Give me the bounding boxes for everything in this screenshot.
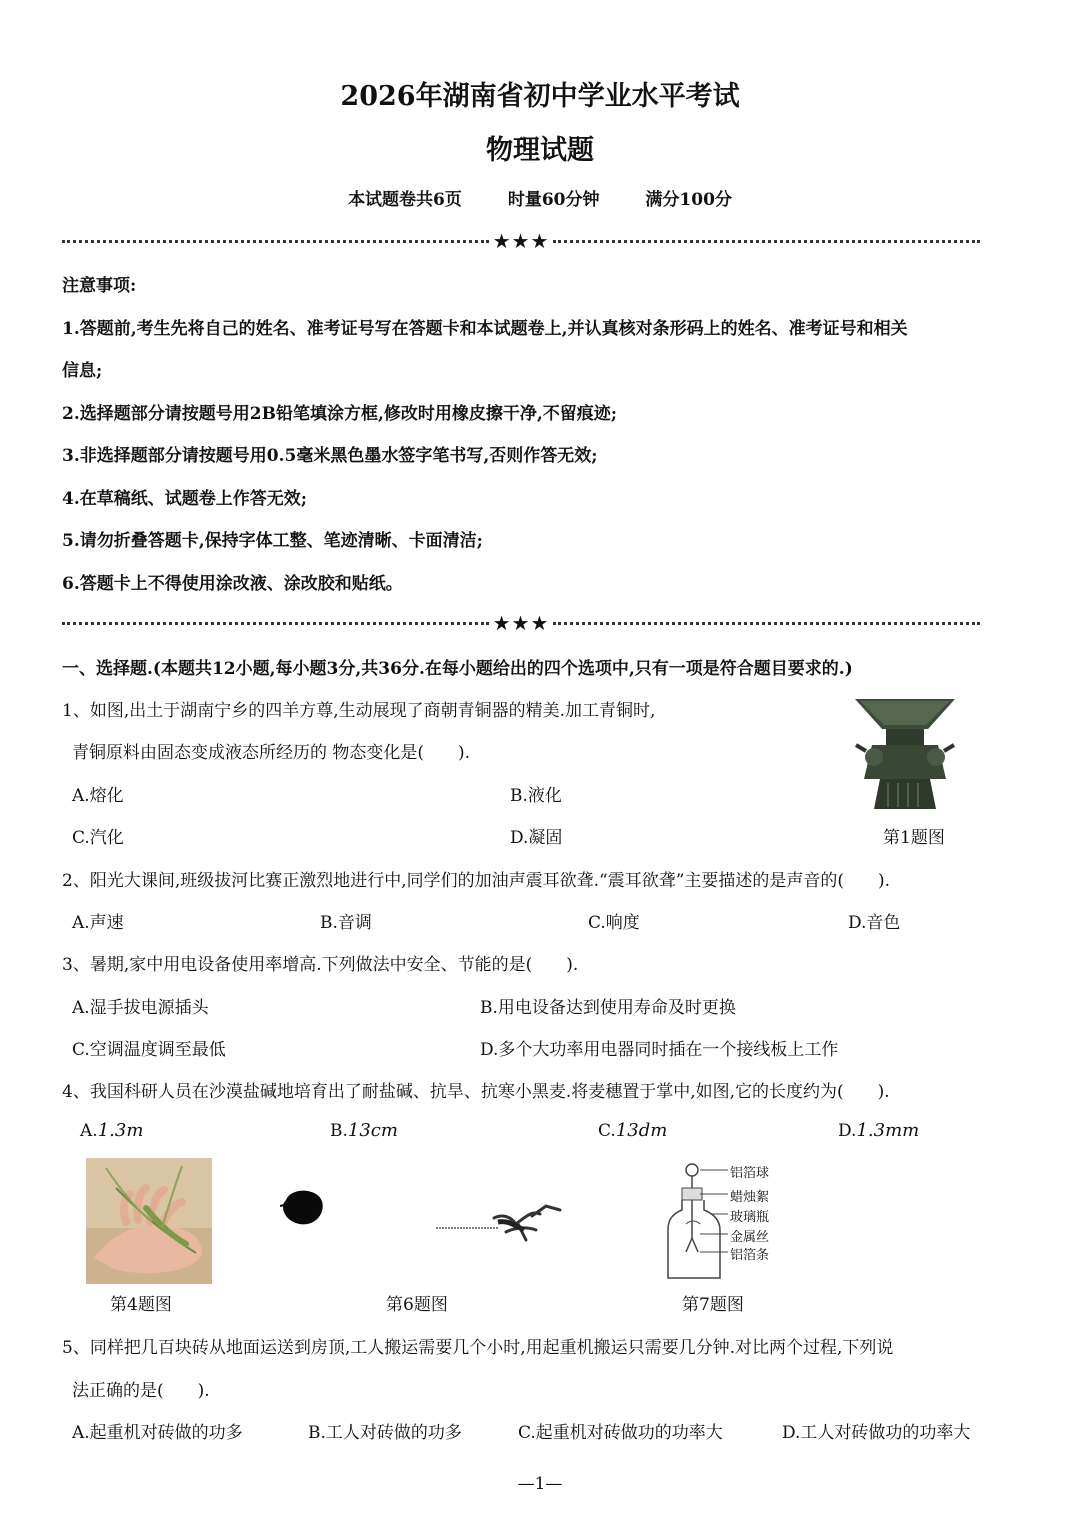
figure-4-caption: 第4题图	[110, 1295, 172, 1315]
separator-stars: ★★★	[492, 229, 550, 253]
question-1-text: 1、如图,出土于湖南宁乡的四羊方尊,生动展现了商朝青铜器的精美.加工青铜时,	[62, 701, 656, 721]
q2-option-b: B.音调	[320, 913, 372, 933]
q1-option-d: D.凝固	[510, 828, 563, 848]
notice-item: 4.在草稿纸、试题卷上作答无效;	[62, 489, 308, 509]
option-value: 13cm	[347, 1120, 398, 1141]
separator-dots	[553, 240, 980, 243]
section-heading: 一、选择题.(本题共12小题,每小题3分,共36分.在每小题给出的四个选项中,只有一项是符合题目要求的.)	[62, 659, 853, 679]
q5-option-d: D.工人对砖做功的功率大	[782, 1423, 971, 1443]
q4-option-c	[598, 1120, 667, 1141]
figure-6-sketch-image	[436, 1196, 566, 1248]
question-5-text: 5、同样把几百块砖从地面运送到房顶,工人搬运需要几个小时,用起重机搬运只需要几分钟.对比两个过程,下列说	[62, 1338, 894, 1358]
exam-title: 2026年湖南省初中学业水平考试	[340, 81, 740, 112]
figure-6-blob-image	[280, 1188, 328, 1228]
question-3-text: 3、暑期,家中用电设备使用率增高.下列做法中安全、节能的是( ).	[62, 955, 579, 975]
q3-option-d: D.多个大功率用电器同时插在一个接线板上工作	[480, 1040, 839, 1060]
separator-top	[62, 231, 980, 251]
option-letter: A.	[80, 1121, 98, 1141]
figure-7-caption: 第7题图	[682, 1295, 744, 1315]
option-letter: B.	[330, 1121, 348, 1141]
notice-item: 5.请勿折叠答题卡,保持字体工整、笔迹清晰、卡面清洁;	[62, 531, 483, 551]
q5-option-a: A.起重机对砖做的功多	[72, 1423, 243, 1443]
separator-dots	[62, 622, 489, 625]
q5-option-c: C.起重机对砖做功的功率大	[518, 1423, 723, 1443]
q4-option-a	[80, 1120, 143, 1141]
figure-1-caption: 第1题图	[883, 828, 945, 848]
option-letter: D.	[838, 1121, 857, 1141]
q1-option-b: B.液化	[510, 786, 562, 806]
notice-item: 2.选择题部分请按题号用2B铅笔填涂方框,修改时用橡皮擦干净,不留痕迹;	[62, 404, 618, 424]
figure-7-label: 铝箔球	[730, 1166, 770, 1181]
q5-option-b: B.工人对砖做的功多	[308, 1423, 462, 1443]
page-number: —1—	[517, 1474, 563, 1494]
q4-option-b	[330, 1120, 398, 1141]
q2-option-c: C.响度	[588, 913, 640, 933]
figure-7-label: 玻璃瓶	[730, 1210, 770, 1225]
figure-7-label: 金属丝	[730, 1230, 770, 1245]
figure-7-leader-lines	[700, 1166, 730, 1258]
bronze-vessel-image	[850, 695, 960, 815]
separator-dots	[553, 622, 980, 625]
option-value: 13dm	[615, 1120, 668, 1141]
meta-score: 满分100分	[645, 190, 732, 210]
figure-7-label: 蜡烛絮	[730, 1190, 770, 1205]
hand-wheat-image	[86, 1158, 212, 1284]
q3-option-a: A.湿手拔电源插头	[72, 998, 209, 1018]
q1-option-c: C.汽化	[72, 828, 124, 848]
figure-7-label: 铝箔条	[730, 1248, 770, 1263]
notice-item: 信息;	[62, 361, 103, 381]
q4-option-d	[838, 1120, 919, 1141]
question-4-text: 4、我国科研人员在沙漠盐碱地培育出了耐盐碱、抗旱、抗寒小黑麦.将麦穗置于掌中,如图,它的长度约为( ).	[62, 1082, 890, 1102]
question-5-text: 法正确的是( ).	[72, 1381, 210, 1401]
notice-item: 6.答题卡上不得使用涂改液、涂改胶和贴纸。	[62, 574, 403, 594]
option-value: 1.3mm	[856, 1120, 920, 1141]
option-value: 1.3m	[97, 1120, 144, 1141]
meta-pages: 本试题卷共6页	[348, 190, 462, 210]
figure-6-caption: 第6题图	[386, 1295, 448, 1315]
q1-option-a: A.熔化	[72, 786, 124, 806]
q2-option-d: D.音色	[848, 913, 901, 933]
exam-subtitle: 物理试题	[486, 135, 594, 166]
question-2-text: 2、阳光大课间,班级拔河比赛正激烈地进行中,同学们的加油声震耳欲聋.“震耳欲聋”主要描述的是声音的( ).	[62, 871, 891, 891]
notice-item: 1.答题前,考生先将自己的姓名、准考证号写在答题卡和本试题卷上,并认真核对条形码上的姓名、准考证号和相关	[62, 319, 908, 339]
meta-duration: 时量60分钟	[507, 190, 600, 210]
separator-stars: ★★★	[492, 611, 550, 635]
q2-option-a: A.声速	[72, 913, 124, 933]
option-letter: C.	[598, 1121, 616, 1141]
separator-dots	[62, 240, 489, 243]
question-1-text: 青铜原料由固态变成液态所经历的 物态变化是( ).	[72, 743, 471, 763]
notice-heading: 注意事项:	[62, 276, 137, 296]
notice-item: 3.非选择题部分请按题号用0.5毫米黑色墨水签字笔书写,否则作答无效;	[62, 446, 598, 466]
q3-option-c: C.空调温度调至最低	[72, 1040, 226, 1060]
separator-bottom	[62, 613, 980, 633]
q3-option-b: B.用电设备达到使用寿命及时更换	[480, 998, 736, 1018]
exam-meta	[0, 185, 1080, 210]
